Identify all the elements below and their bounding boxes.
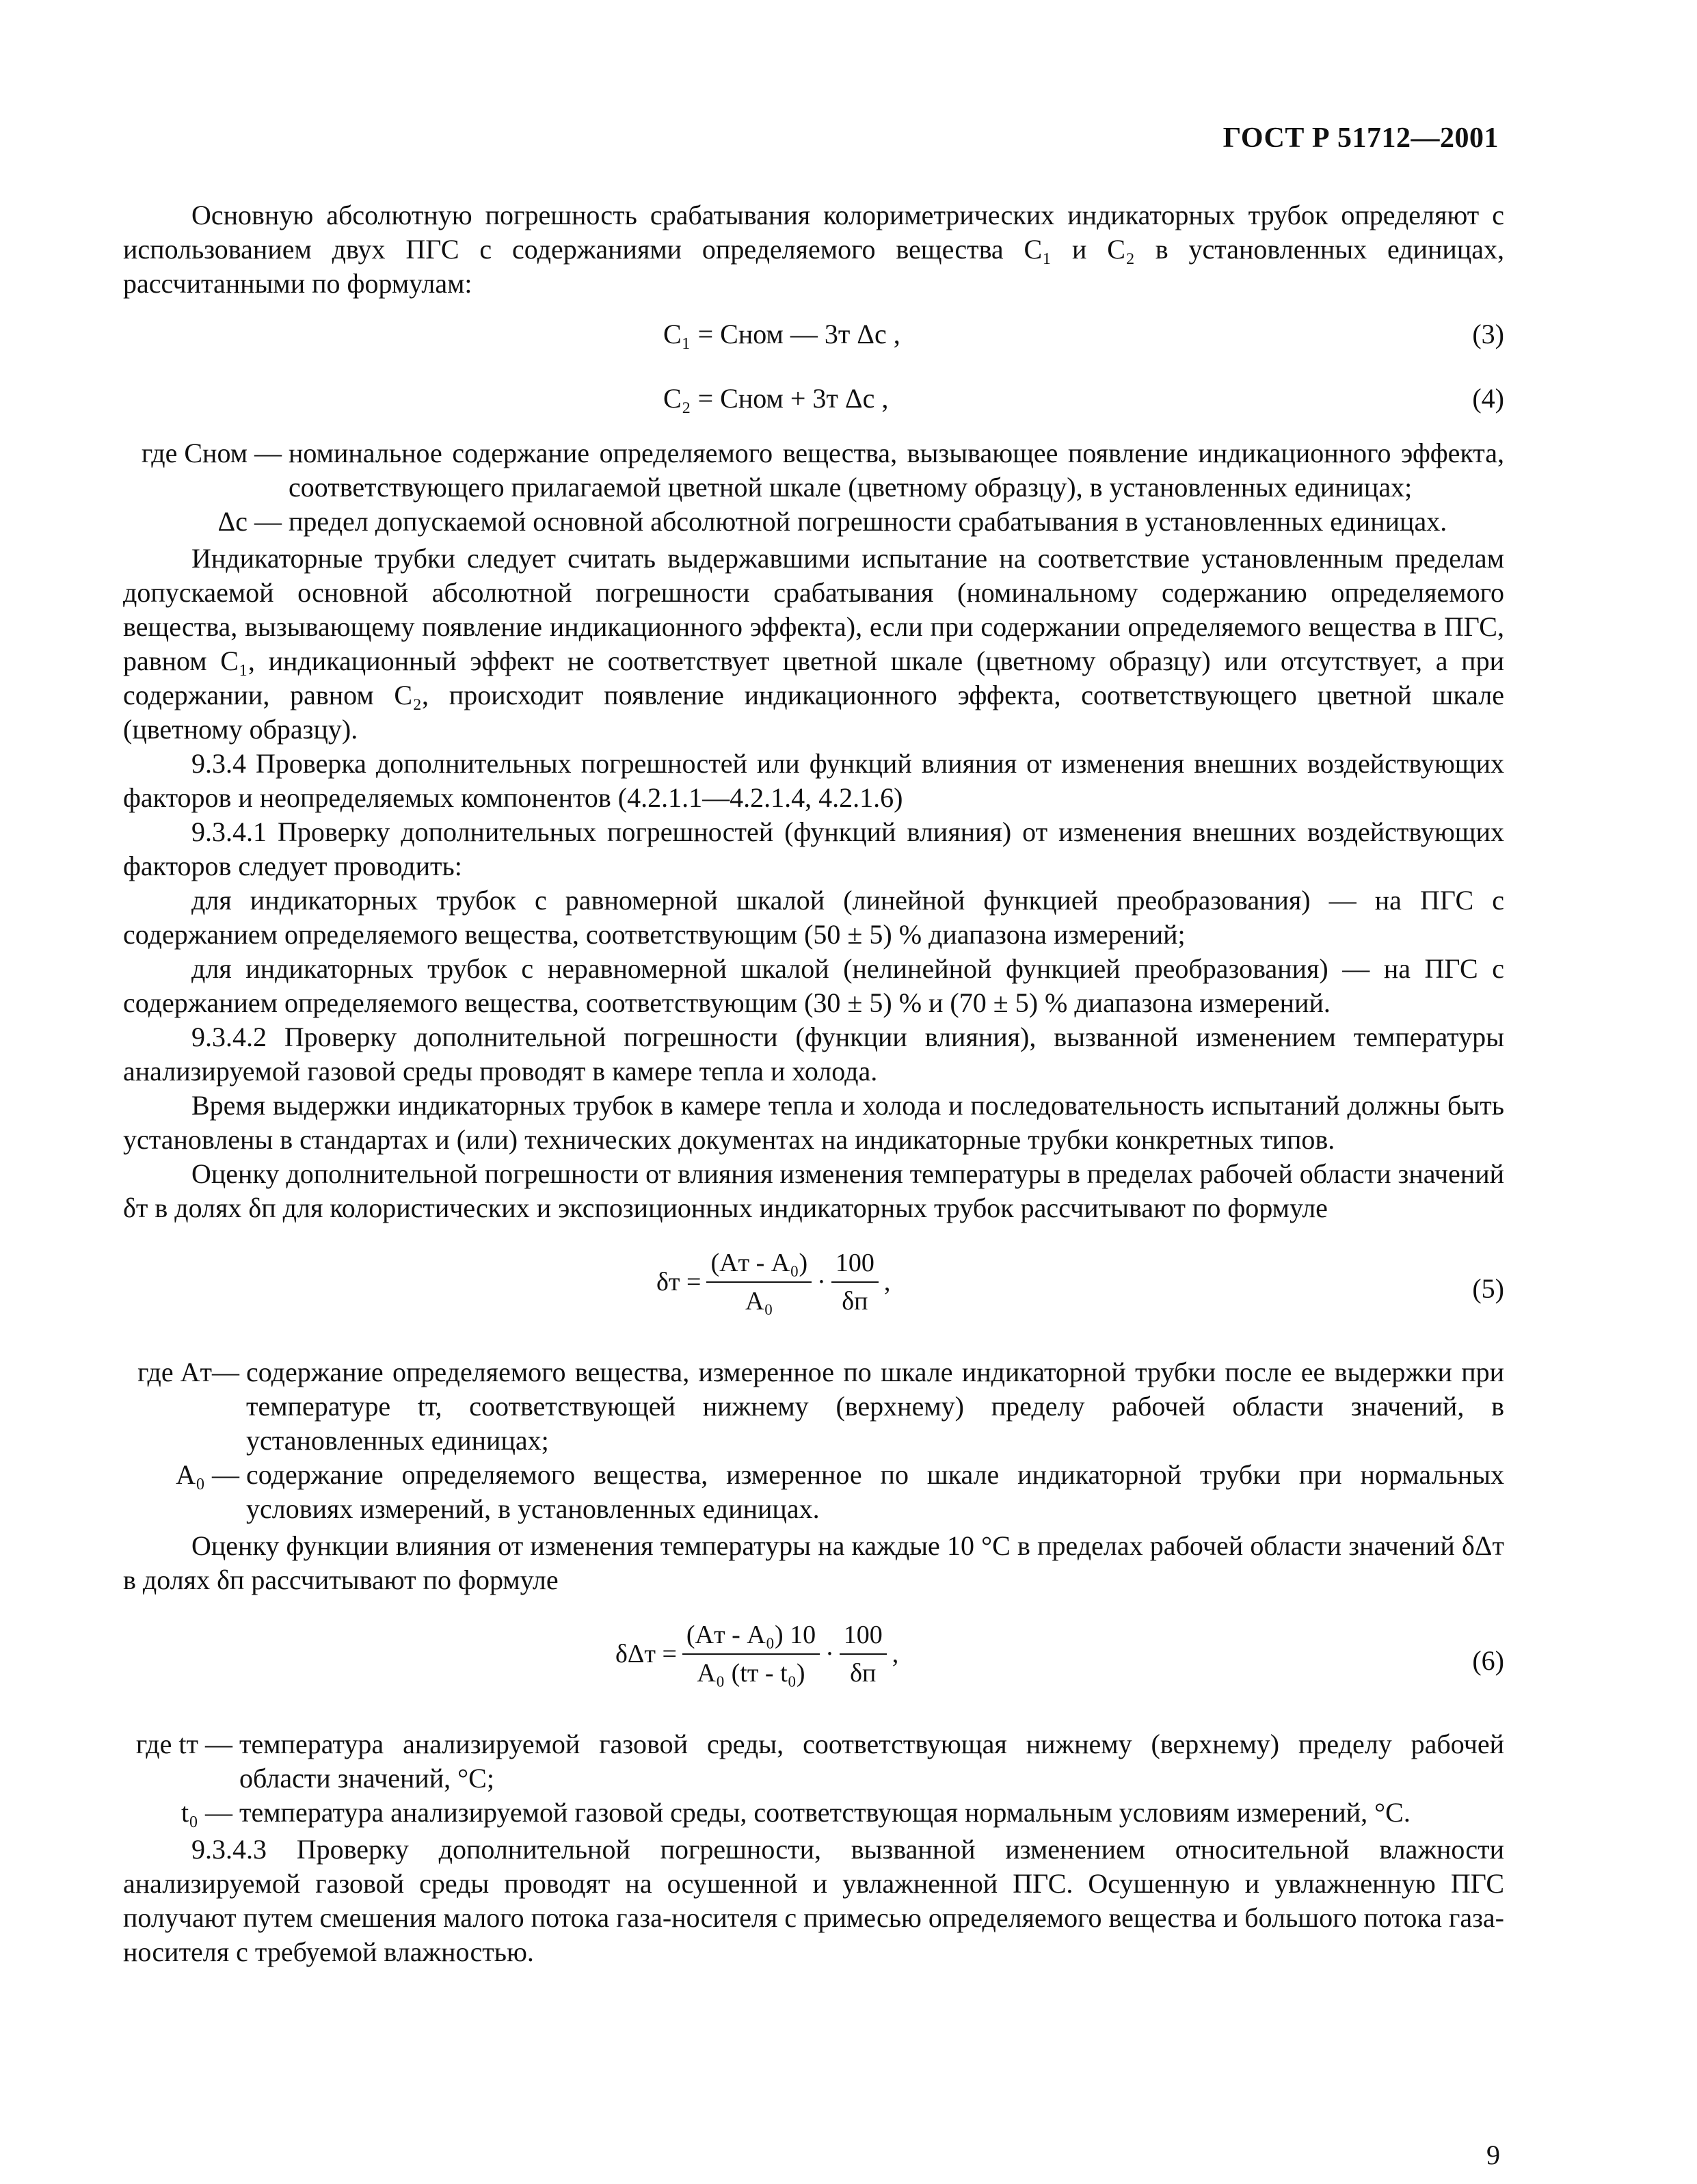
- multiply-dot: ·: [817, 1268, 826, 1296]
- formula-6: [123, 1597, 1504, 1720]
- formula-number: (5): [1472, 1273, 1504, 1304]
- definition-text: содержание определяемого вещества, измеренное по шкале индикаторной трубки после ее выдержки при температуре tт, соответствующей нижнему (верхнему) пределу рабочей области значений, в установленных единицах;: [246, 1357, 1504, 1456]
- definition-text: содержание определяемого вещества, измеренное по шкале индикаторной трубки при нормальных условиях измерений, в установленных единицах.: [246, 1459, 1504, 1524]
- section-heading-9-3-4-2: 9.3.4.2 Проверку дополнительной погрешности (функции влияния), вызванной изменением температуры анализируемой газовой среды проводят в камере тепла и холода.: [123, 1022, 1504, 1087]
- definition-symbol: A₀ —: [176, 1459, 239, 1490]
- formula-tail: ,: [883, 1268, 891, 1296]
- definitions-list: [123, 1727, 1504, 1830]
- fraction: [682, 1618, 820, 1690]
- paragraph: Время выдержки индикаторных трубок в камере тепла и холода и последовательность испытаний должны быть установлены в стандартах и (или) технических документах на индикаторные трубки конкретных типов.: [123, 1090, 1504, 1155]
- list-paragraph: для индикаторных трубок с неравномерной шкалой (нелинейной функцией преобразования) — на ПГС с содержанием определяемого вещества, соответствующим (30 ± 5) % и (70 ± 5) % диапазона измерений.: [123, 953, 1504, 1018]
- definition-text: температура анализируемой газовой среды, соответствующая нормальным условиям измерений, °С.: [239, 1797, 1411, 1828]
- definition-symbol: t₀ —: [181, 1797, 232, 1828]
- fraction: [831, 1246, 879, 1318]
- definition-text: температура анализируемой газовой среды, соответствующая нижнему (верхнему) пределу рабочей области значений, °С;: [239, 1729, 1504, 1794]
- definitions-list: [123, 436, 1504, 539]
- page-number: 9: [1486, 2140, 1500, 2170]
- page-header-doc-id: ГОСТ Р 51712—2001: [1222, 122, 1499, 154]
- paragraph: Оценку дополнительной погрешности от влияния изменения температуры в пределах рабочей области значений δт в долях δп для колористических и экспозиционных индикаторных трубок рассчитывают по формуле: [123, 1158, 1504, 1223]
- definition-symbol: Δс —: [217, 506, 282, 537]
- formula-number: (4): [1472, 383, 1504, 414]
- definition-text: предел допускаемой основной абсолютной погрешности срабатывания в установленных единицах.: [289, 506, 1447, 537]
- definition-item: [123, 1458, 1504, 1526]
- formula-expression: C₁ = Cном — 3т Δс ,: [663, 319, 900, 349]
- formula-expression: C₂ = Cном + 3т Δс ,: [663, 383, 889, 414]
- formula-lhs: δт =: [656, 1268, 701, 1296]
- fraction-numerator: 100: [840, 1618, 887, 1655]
- fraction: [706, 1246, 812, 1318]
- section-heading-9-3-4-1: 9.3.4.1 Проверку дополнительных погрешностей (функций влияния) от изменения внешних воздействующих факторов следует проводить:: [123, 816, 1504, 881]
- list-paragraph: для индикаторных трубок с равномерной шкалой (линейной функцией преобразования) — на ПГС с содержанием определяемого вещества, соответствующим (50 ± 5) % диапазона измерений;: [123, 885, 1504, 950]
- definition-text: номинальное содержание определяемого вещества, вызывающее появление индикационного эффекта, соответствующего прилагаемой цветной шкале (цветному образцу), в установленных единицах;: [289, 438, 1504, 503]
- fraction-denominator: A₀ (tт - t₀): [697, 1659, 805, 1688]
- formula-number: (3): [1472, 319, 1504, 349]
- page-body: [123, 198, 1504, 1969]
- fraction-denominator: A₀: [745, 1287, 773, 1316]
- definition-item: [123, 505, 1504, 539]
- paragraph: Индикаторные трубки следует считать выдержавшими испытание на соответствие установленным пределам допускаемой основной абсолютной погрешности срабатывания (номинальному содержанию определяемого вещества, вызывающему появление индикационного эффекта), если при содержании определяемого вещества в ПГС, равном C₁, индикационный эффект не соответствует цветной шкале (цветному образцу) или отсутствует, а при содержании, равном C₂, происходит появление индикационного эффекта, соответствующего цветной шкале (цветному образцу).: [123, 543, 1504, 745]
- paragraph: Основную абсолютную погрешность срабатывания колориметрических индикаторных трубок определяют с использованием двух ПГС с содержаниями определяемого вещества C₁ и C₂ в установленных единицах, рассчитанными по формулам:: [123, 200, 1504, 299]
- formula-5: [123, 1225, 1504, 1348]
- formula-4: [123, 365, 1504, 429]
- formula-3: [123, 301, 1504, 365]
- definition-item: [123, 436, 1504, 505]
- definition-symbol: где Aт—: [137, 1357, 239, 1387]
- definition-item: [123, 1796, 1504, 1830]
- definition-item: [123, 1727, 1504, 1796]
- section-heading-9-3-4-3: 9.3.4.3 Проверку дополнительной погрешности, вызванной изменением относительной влажности анализируемой газовой среды проводят на осушенной и увлажненной ПГС. Осушенную и увлажненную ПГС получают путем смешения малого потока газа-носителя с примесью определяемого вещества и большого потока газа-носителя с требуемой влажностью.: [123, 1834, 1504, 1967]
- formula-lhs: δΔт =: [615, 1640, 677, 1668]
- fraction-numerator: (Aт - A₀): [706, 1246, 812, 1283]
- fraction-denominator: δп: [850, 1659, 877, 1688]
- definition-item: [123, 1355, 1504, 1458]
- fraction-denominator: δп: [842, 1287, 868, 1316]
- definitions-list: [123, 1355, 1504, 1526]
- formula-tail: ,: [892, 1640, 899, 1668]
- paragraph: Оценку функции влияния от изменения температуры на каждые 10 °С в пределах рабочей области значений δΔт в долях δп рассчитывают по формуле: [123, 1530, 1504, 1595]
- formula-expression: [656, 1246, 890, 1318]
- fraction: [840, 1618, 887, 1690]
- section-heading-9-3-4: 9.3.4 Проверка дополнительных погрешностей или функций влияния от изменения внешних воздействующих факторов и неопределяемых компонентов (4.2.1.1—4.2.1.4, 4.2.1.6): [123, 748, 1504, 813]
- formula-expression: [615, 1618, 898, 1690]
- formula-number: (6): [1472, 1645, 1504, 1676]
- multiply-dot: ·: [825, 1640, 834, 1668]
- fraction-numerator: (Aт - A₀) 10: [682, 1618, 820, 1655]
- definition-symbol: где Cном —: [141, 438, 282, 468]
- definition-symbol: где tт —: [135, 1729, 232, 1759]
- fraction-numerator: 100: [831, 1246, 879, 1283]
